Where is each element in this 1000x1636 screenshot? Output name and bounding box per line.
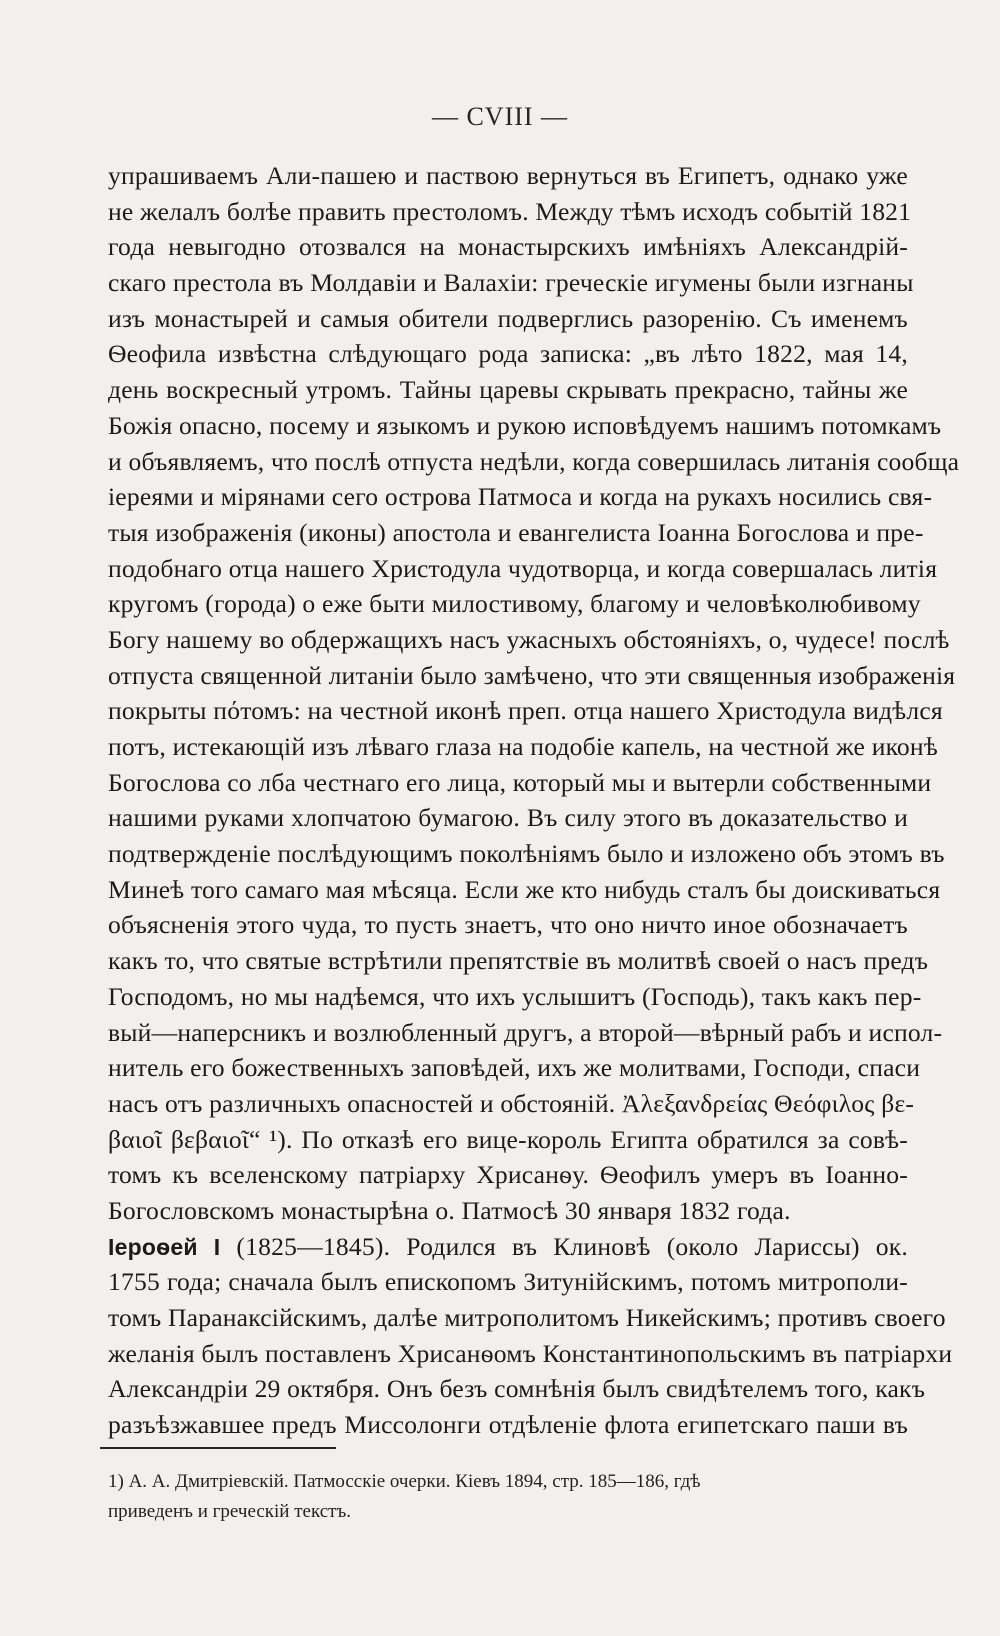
text-line: день воскресный утромъ. Тайны царевы скрывать прекрасно, тайны же — [108, 375, 908, 405]
text-line: не желалъ болѣе править престоломъ. Между тѣмъ исходъ событій 1821 — [108, 196, 912, 226]
text-line: подтвержденіе послѣдующимъ поколѣніямъ было и изложено объ этомъ въ — [108, 839, 945, 869]
text-line: нитель его божественныхъ заповѣдей, ихъ же молитвами, Господи, спаси — [108, 1053, 921, 1083]
text-line: отпуста священной литаніи было замѣчено, что эти священныя изображенія — [108, 660, 956, 690]
text-line: нашими руками хлопчатою бумагою. Въ силу этого въ доказательство и — [108, 803, 908, 833]
text-line: объясненія этого чуда, то пусть знаетъ, что оно ничто иное обозначаетъ — [108, 910, 908, 940]
paragraph-1 — [108, 158, 960, 1229]
text-line: Богу нашему во обдержащихъ насъ ужасныхъ обстояніяхъ, о, чудесе! послѣ — [108, 624, 950, 654]
footnote — [108, 1467, 908, 1527]
text-line: 1) А. А. Дмитріевскій. Патмосскіе очерки. Кіевъ 1894, стр. 185—186, гдѣ — [108, 1471, 701, 1492]
text-line: Ѳеофила извѣстна слѣдующаго рода записка: „въ лѣто 1822, мая 14, — [108, 339, 908, 369]
text-line: Божія опасно, посему и языкомъ и рукою исповѣдуемъ нашимъ потомкамъ — [108, 410, 942, 440]
paragraph-2 — [108, 1229, 953, 1443]
text-line: года невыгодно отозвался на монастырскихъ имѣніяхъ Александрій- — [108, 232, 908, 262]
paragraph-2-first-line — [108, 1229, 908, 1265]
text-line: и объявляемъ, что послѣ отпуста недѣли, когда совершилась литанія сообща — [108, 446, 960, 476]
text-line: разъѣзжавшее предъ Миссолонги отдѣленіе флота египетскаго паши въ — [108, 1410, 908, 1440]
text-line: Господомъ, но мы надѣемся, что ихъ услышитъ (Господь), такъ какъ пер- — [108, 981, 922, 1011]
text-line: 1755 года; сначала былъ епископомъ Зитунійскимъ, потомъ митрополи- — [108, 1267, 908, 1297]
text-line: покрыты пόтомъ: на честной иконѣ преп. отца нашего Христодула видѣлся — [108, 696, 943, 726]
text-line: Богослова со лба честнаго его лица, который мы и вытерли собственными — [108, 767, 932, 797]
page-header: — CVIII — — [431, 102, 569, 131]
text-line: тыя изображенія (иконы) апостола и евангелиста Іоанна Богослова и пре- — [108, 517, 924, 547]
text-line: Минеѣ того самаго мая мѣсяца. Если же кто нибудь сталъ бы доискиваться — [108, 874, 941, 904]
text-line: насъ отъ различныхъ опасностей и обстояній. Ἀλεξανδρείας Θεόφιλος βε- — [108, 1088, 915, 1118]
text-line: желанія былъ поставленъ Хрисанѳомъ Константинопольскимъ въ патріархи — [108, 1338, 953, 1368]
patriarch-name-heading: Іероѳей I — [108, 1233, 221, 1260]
paragraph-2-first-line-text: (1825—1845). Родился въ Клиновѣ (около Ларисcы) ок. — [220, 1231, 909, 1261]
text-line: упрашиваемъ Али-пашею и паствою вернуться въ Египетъ, однако уже — [108, 161, 908, 190]
text-line: іереями и мірянами сего острова Патмоса и когда на рукахъ носились свя- — [108, 482, 933, 512]
footnote-divider — [100, 1447, 336, 1449]
text-line: кругомъ (города) о еже быти милостивому, благому и человѣколюбивому — [108, 589, 921, 619]
text-line: приведенъ и греческій текстъ. — [108, 1501, 352, 1522]
text-line: изъ монастырей и самыя обители подверглись разоренію. Съ именемъ — [108, 303, 908, 333]
paragraph-2-rest — [108, 1264, 953, 1442]
text-line: томъ къ вселенскому патріарху Хрисанѳу. Ѳеофилъ умеръ въ Іоанно- — [108, 1160, 908, 1190]
text-line: скаго престола въ Молдавіи и Валахіи: греческіе игумены были изгнаны — [108, 268, 914, 298]
text-line: потъ, истекающій изъ лѣваго глаза на подобіе капель, на честной же иконѣ — [108, 732, 938, 761]
text-line: подобнаго отца нашего Христодула чудотворца, и когда совершалась литія — [108, 553, 938, 583]
text-line: βαιοῖ βεβαιοῖ“ ¹). По отказѣ его вице-король Египта обратился за совѣ- — [108, 1124, 908, 1154]
text-line: томъ Паранаксійскимъ, далѣе митрополитомъ Никейскимъ; противъ своего — [108, 1303, 946, 1332]
text-line: Александріи 29 октября. Онъ безъ сомнѣнія былъ свидѣтелемъ того, какъ — [108, 1374, 926, 1404]
text-line: вый—наперсникъ и возлюбленный другъ, а второй—вѣрный рабъ и испол- — [108, 1017, 943, 1047]
text-line: какъ то, что святые встрѣтили препятствіе въ молитвѣ своей о насъ предъ — [108, 946, 929, 976]
text-line: Богословскомъ монастырѣна о. Патмосѣ 30 января 1832 года. — [108, 1195, 791, 1225]
main-text — [108, 158, 960, 1443]
